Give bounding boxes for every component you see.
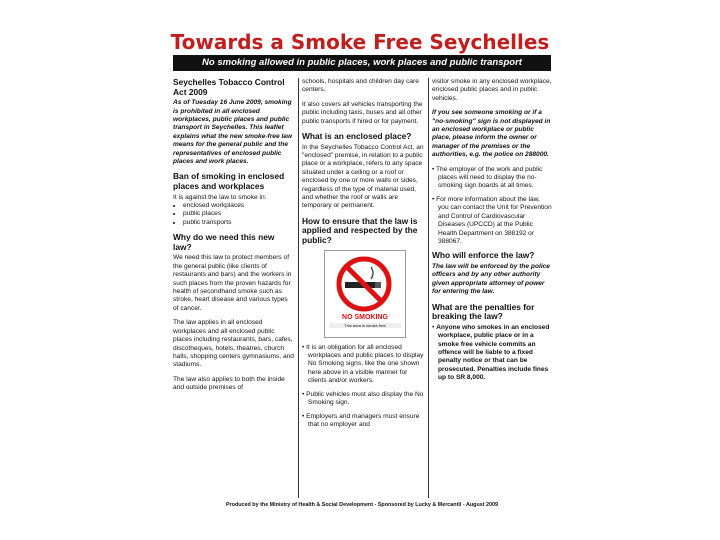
sign-label: NO SMOKING [342, 313, 388, 321]
applies-text: The law applies in all enclosed workplaces and all enclosed public places including restaurants, bars, cafes, discotheques, hotels, theatres, church halls, shopping centers gymnasiums, and stadiums. [173, 319, 294, 369]
list-item: • Public vehicles must also display the No Smoking sign. [302, 390, 424, 407]
heading-enforce: Who will enforce the law? [432, 250, 535, 261]
column-3 [432, 78, 552, 388]
sign-subtext: This area is smoke free [329, 323, 401, 328]
heading-tobacco-act: Seychelles Tobacco Control Act 2009 [173, 77, 285, 97]
enforce-text: The law will be enforced by the police officers and by any other authority given appropriate attorney of power for entering the law. [432, 262, 550, 296]
list-item: • The employer of the work and public places will need to display the no-smoking sign boards at all times. [432, 165, 543, 190]
no-smoking-sign [324, 250, 406, 338]
applies-text-2: The law also applies to both the inside and outside premises of [173, 375, 285, 392]
list-item: • Employers and managers must ensure that no employer and [302, 412, 420, 428]
vehicles-text: It also covers all vehicles transporting the public including taxis, buses and all other public transports if hired or for payment. [302, 100, 423, 125]
subtitle-banner: No smoking allowed in public places, work places and public transport [173, 55, 551, 71]
heading-ensure: How to ensure that the law is applied and respected by the public? [302, 215, 418, 246]
report-text: If you see someone smoking or if a "no-smoking" sign is not displayed in an enclosed workplace or public place, please inform the owner or manager of the premises or the authorities, e.g. the police on 288000. [432, 109, 551, 159]
continued-text: visitor smoke in any enclosed workplace, enclosed public places and in public vehicles. [432, 78, 552, 102]
ban-list [173, 202, 295, 227]
heading-penalties: What are the penalties for breaking the law? [432, 301, 535, 322]
heading-ban: Ban of smoking in enclosed places and workplaces [173, 171, 285, 192]
column-1 [173, 78, 295, 399]
list-item: • enclosed workplaces [183, 202, 295, 210]
list-item: • For more information about the law, you can contact the Unit for Prevention and Control of Cardiovascular Diseases (UPCCD) at the Public Health Department on 388192 or 388067. [432, 195, 552, 245]
list-item: • public places [183, 210, 295, 218]
list-item: • Anyone who smokes in an enclosed workplace, public place or in a smoke free vehicle commits an offence will be liable to a fixed penalty notice or that can be prosecuted. Penalties include fines up to SR 8,000. [432, 323, 550, 382]
column-divider [428, 78, 429, 498]
heading-enclosed: What is an enclosed place? [302, 131, 412, 142]
page-title: Towards a Smoke Free Seychelles [170, 30, 550, 54]
why-text: We need this law to protect members of the general public (like clients of restaurants and bars) and the workers in such places from the proven hazards for health of secondhand smoke such as stroke, heart disease and various types of cancer. [173, 254, 292, 312]
column-2 [302, 78, 426, 434]
no-smoking-icon [331, 255, 397, 313]
footer-credits: Produced by the Ministry of Health & Social Development - Sponsored by Lucky & Mercantil - August 2009 [225, 502, 499, 508]
list-item: • It is an obligation for all enclosed workplaces and public places to display No Smoking signs, like the one shown here above in a visible manner for clients and/or workers. [302, 343, 424, 385]
column-divider [298, 78, 299, 498]
ban-intro: It is against the law to smoke in: [173, 193, 267, 201]
continued-text: schools, hospitals and children day care centers. [302, 78, 419, 94]
heading-why: Why do we need this new law? [173, 232, 275, 252]
intro-text: As of Tuesday 16 June 2009, smoking is prohibited in all enclosed workplaces, public places and public transport in Seychelles. This leaflet explains what the new smoke-free law means for the general public and the representatives of enclosed public places and work places. [173, 99, 293, 166]
list-item: • public transports [183, 219, 295, 227]
enclosed-text: In the Seychelles Tobacco Control Act, an "enclosed" premise, in relation to a public place or a workplace, refers to any space situated under a ceiling or a roof or enclosed by one or more walls or sides, regardless of the type of material used, and whether the roof or walls are temporary or permanent. [302, 143, 424, 210]
